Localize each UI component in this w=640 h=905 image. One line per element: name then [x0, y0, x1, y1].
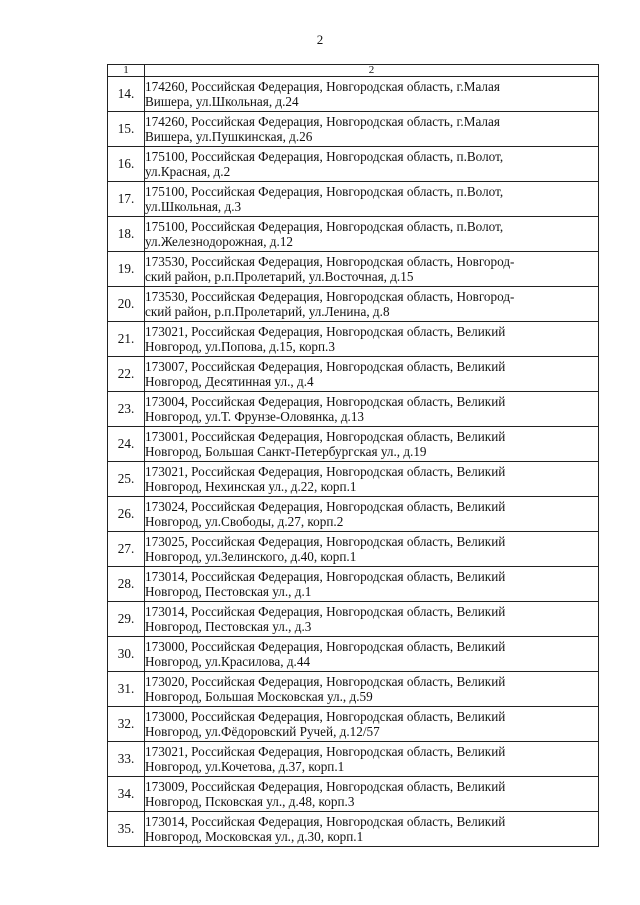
row-number: 24.	[108, 427, 145, 462]
address-line-2: Новгород, Псковская ул., д.48, корп.3	[145, 794, 355, 809]
row-number: 21.	[108, 322, 145, 357]
address-line-2: Новгород, Десятинная ул., д.4	[145, 374, 314, 389]
address-cell	[145, 777, 599, 812]
table-row	[108, 497, 599, 532]
address-line-1: 175100, Российская Федерация, Новгородская область, п.Волот,	[145, 183, 504, 199]
row-number: 20.	[108, 287, 145, 322]
address-line-1: 173530, Российская Федерация, Новгородская область, Новгород-	[145, 253, 515, 269]
row-number: 34.	[108, 777, 145, 812]
address-line-2: Новгород, Пестовская ул., д.1	[145, 584, 312, 599]
address-line-2: Вишера, ул.Пушкинская, д.26	[145, 129, 313, 144]
row-number: 22.	[108, 357, 145, 392]
row-number: 29.	[108, 602, 145, 637]
address-line-1: 173004, Российская Федерация, Новгородская область, Великий	[145, 393, 506, 409]
row-number: 28.	[108, 567, 145, 602]
address-line-1: 173021, Российская Федерация, Новгородская область, Великий	[145, 743, 506, 759]
address-line-2: Новгород, ул.Свободы, д.27, корп.2	[145, 514, 344, 529]
address-cell	[145, 672, 599, 707]
table-row	[108, 777, 599, 812]
address-line-2: ский район, р.п.Пролетарий, ул.Ленина, д.8	[145, 304, 390, 319]
row-number: 15.	[108, 112, 145, 147]
row-number: 26.	[108, 497, 145, 532]
table-row	[108, 252, 599, 287]
address-cell	[145, 147, 599, 182]
table-row	[108, 287, 599, 322]
address-table-body	[108, 65, 599, 847]
address-cell	[145, 182, 599, 217]
address-cell	[145, 427, 599, 462]
address-line-1: 173014, Российская Федерация, Новгородская область, Великий	[145, 568, 506, 584]
address-line-2: Новгород, Московская ул., д.30, корп.1	[145, 829, 364, 844]
address-cell	[145, 532, 599, 567]
address-cell	[145, 462, 599, 497]
row-number: 25.	[108, 462, 145, 497]
address-line-1: 175100, Российская Федерация, Новгородская область, п.Волот,	[145, 148, 504, 164]
table-row	[108, 112, 599, 147]
address-cell	[145, 77, 599, 112]
address-cell	[145, 602, 599, 637]
table-row	[108, 147, 599, 182]
row-number: 17.	[108, 182, 145, 217]
address-line-2: Новгород, Пестовская ул., д.3	[145, 619, 312, 634]
row-number: 14.	[108, 77, 145, 112]
row-number: 18.	[108, 217, 145, 252]
address-line-1: 175100, Российская Федерация, Новгородская область, п.Волот,	[145, 218, 504, 234]
table-row	[108, 742, 599, 777]
address-line-2: ул.Красная, д.2	[145, 164, 231, 179]
address-line-2: Новгород, ул.Фёдоровский Ручей, д.12/57	[145, 724, 380, 739]
address-line-1: 173014, Российская Федерация, Новгородская область, Великий	[145, 603, 506, 619]
address-line-1: 173024, Российская Федерация, Новгородская область, Великий	[145, 498, 506, 514]
table-row	[108, 322, 599, 357]
address-cell	[145, 287, 599, 322]
address-line-2: Новгород, ул.Т. Фрунзе-Оловянка, д.13	[145, 409, 365, 424]
address-line-1: 173009, Российская Федерация, Новгородская область, Великий	[145, 778, 506, 794]
table-row	[108, 812, 599, 847]
row-number: 16.	[108, 147, 145, 182]
address-line-2: Вишера, ул.Школьная, д.24	[145, 94, 299, 109]
address-line-1: 173025, Российская Федерация, Новгородская область, Великий	[145, 533, 506, 549]
address-cell	[145, 567, 599, 602]
address-line-2: Новгород, Большая Московская ул., д.59	[145, 689, 373, 704]
row-number: 19.	[108, 252, 145, 287]
address-line-1: 173001, Российская Федерация, Новгородская область, Великий	[145, 428, 506, 444]
address-line-2: ский район, р.п.Пролетарий, ул.Восточная, д.15	[145, 269, 414, 284]
address-cell	[145, 112, 599, 147]
page-number: 2	[316, 32, 324, 47]
address-cell	[145, 357, 599, 392]
address-line-2: Новгород, ул.Красилова, д.44	[145, 654, 311, 669]
address-line-1: 174260, Российская Федерация, Новгородская область, г.Малая	[145, 113, 500, 129]
row-number: 33.	[108, 742, 145, 777]
address-line-1: 173014, Российская Федерация, Новгородская область, Великий	[145, 813, 506, 829]
table-row	[108, 357, 599, 392]
row-number: 27.	[108, 532, 145, 567]
column-header-1: 1	[108, 65, 145, 77]
address-line-1: 173000, Российская Федерация, Новгородская область, Великий	[145, 708, 506, 724]
table-row	[108, 672, 599, 707]
address-cell	[145, 392, 599, 427]
address-line-1: 173020, Российская Федерация, Новгородская область, Великий	[145, 673, 506, 689]
table-row	[108, 567, 599, 602]
address-cell	[145, 322, 599, 357]
column-header-2: 2	[145, 65, 599, 77]
address-line-2: Новгород, ул.Попова, д.15, корп.3	[145, 339, 335, 354]
row-number: 30.	[108, 637, 145, 672]
address-line-1: 173021, Российская Федерация, Новгородская область, Великий	[145, 323, 506, 339]
table-row	[108, 392, 599, 427]
row-number: 31.	[108, 672, 145, 707]
address-line-1: 174260, Российская Федерация, Новгородская область, г.Малая	[145, 78, 500, 94]
row-number: 35.	[108, 812, 145, 847]
address-line-1: 173530, Российская Федерация, Новгородская область, Новгород-	[145, 288, 515, 304]
address-line-1: 173007, Российская Федерация, Новгородская область, Великий	[145, 358, 506, 374]
row-number: 23.	[108, 392, 145, 427]
table-row	[108, 217, 599, 252]
table-row	[108, 707, 599, 742]
address-cell	[145, 707, 599, 742]
table-row	[108, 602, 599, 637]
address-line-2: Новгород, ул.Кочетова, д.37, корп.1	[145, 759, 345, 774]
table-row	[108, 182, 599, 217]
table-row	[108, 77, 599, 112]
table-row	[108, 462, 599, 497]
address-line-2: Новгород, Нехинская ул., д.22, корп.1	[145, 479, 357, 494]
address-line-1: 173000, Российская Федерация, Новгородская область, Великий	[145, 638, 506, 654]
address-cell	[145, 497, 599, 532]
address-line-2: Новгород, Большая Санкт-Петербургская ул., д.19	[145, 444, 427, 459]
address-cell	[145, 742, 599, 777]
address-line-2: Новгород, ул.Зелинского, д.40, корп.1	[145, 549, 357, 564]
address-cell	[145, 812, 599, 847]
address-line-2: ул.Школьная, д.3	[145, 199, 242, 214]
address-table	[107, 64, 599, 847]
table-row	[108, 532, 599, 567]
table-row	[108, 427, 599, 462]
address-cell	[145, 252, 599, 287]
address-cell	[145, 637, 599, 672]
table-header-row	[108, 65, 599, 77]
address-line-2: ул.Железнодорожная, д.12	[145, 234, 294, 249]
address-cell	[145, 217, 599, 252]
table-row	[108, 637, 599, 672]
address-line-1: 173021, Российская Федерация, Новгородская область, Великий	[145, 463, 506, 479]
row-number: 32.	[108, 707, 145, 742]
